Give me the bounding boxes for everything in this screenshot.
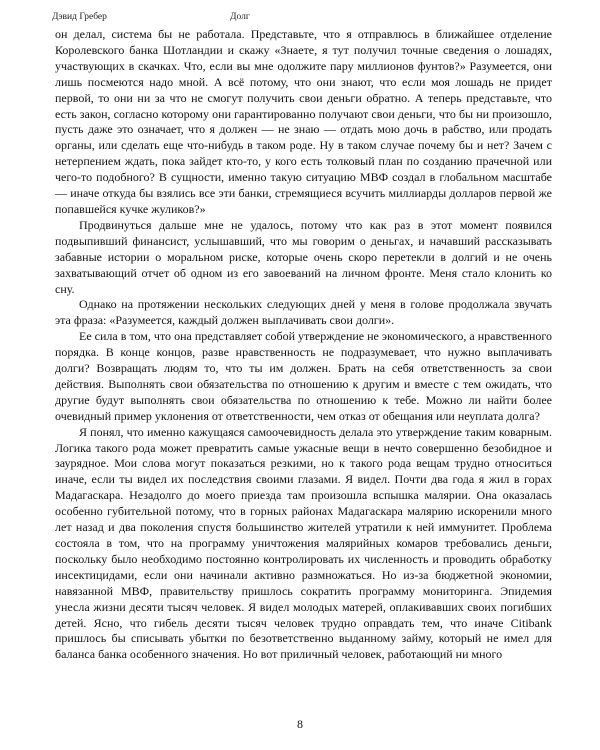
paragraph: он делал, система бы не работала. Представьте, что я отправлюсь в ближайшее отделение Королевского банка Шотландии и скажу «Знаете, я тут получил точные сведения о лошадях, участвующих в скачках. Что, если вы мне одолжите пару миллионов фунтов?» Разумеется, они лишь посмеются надо мной. А всё потому, что они знают, что если моя лошадь не придет первой, то они ни за что не смогут получить свои деньги обратно. А теперь представьте, что есть закон, согласно которому они гарантированно получают свои деньги, что бы ни произошло, пусть даже это означает, что я должен — не знаю — отдать мою дочь в рабство, или продать органы, или сделать еще что-нибудь в таком роде. Ну в таком случае почему бы и нет? Зачем с нетерпением ждать, пока зайдет кто-то, у кого есть толковый план по созданию прачечной или чего-то подобного? В сущности, именно такую ситуацию МВФ создал в глобальном масштабе — иначе откуда бы взялись все эти банки, стремящиеся всучить миллиарды долларов первой же попавшейся кучке жуликов?» — [55, 27, 552, 216]
page-number: 8 — [297, 717, 303, 731]
header-book-title: Долг — [230, 12, 250, 22]
paragraph: Я понял, что именно кажущаяся самоочевидность делала это утверждение таким коварным. Логика такого рода может превратить самые ужасные вещи в нечто совершенно безобидное и заурядное. Мои слова могут показаться резкими, но к такого рода вещам трудно относиться иначе, если ты видел их последствия своими глазами. Я видел. Почти два года я жил в горах Мадагаскара. Незадолго до моего приезда там произошла вспышка малярии. Она оказалась особенно губительной потому, что в горных районах Мадагаскара малярию искоренили много лет назад и два поколения спустя большинство жителей утратили к ней иммунитет. Проблема состояла в том, что на программу уничтожения малярийных комаров требовались деньги, поскольку было необходимо постоянно контролировать их численность и проводить обработку инсектицидами, если они начинали активно размножаться. Но из-за бюджетной экономии, навязанной МВФ, правительству пришлось сократить программу мониторинга. Эпидемия унесла жизни десяти тысяч человек. Я видел молодых матерей, оплакивавших своих погибших детей. Ясно, что гибель десяти тысяч человек трудно оправдать тем, что иначе Citibank пришлось бы списывать убытки по безответственно выданному займу, который не имел для баланса банка особенного значения. Но вот приличный человек, работающий ни много — [55, 424, 552, 662]
paragraph: Однако на протяжении нескольких следующих дней у меня в голове продолжала звучать эта фраза: «Разумеется, каждый должен выплачивать свои долги». — [55, 297, 552, 328]
paragraph: Продвинуться дальше мне не удалось, потому что как раз в этот момент появился подвыпивший финансист, услышавший, что мы говорим о деньгах, и начавший рассказывать забавные истории о моральном риске, которые очень скоро перетекли в долгий и не очень захватывающий отчет об одном из его завоеваний на личном фронте. Меня стало клонить ко сну. — [55, 217, 552, 296]
header-author: Дэвид Гребер — [52, 12, 107, 22]
paragraph: Ее сила в том, что она представляет собой утверждение не экономического, а нравственного порядка. В конце концов, разве нравственность не подразумевает, что нужно выплачивать долги? Возвращать людям то, что ты им должен. Брать на себя ответственность за свои действия. Выполнять свои обязательства по отношению к другим и вместе с тем ожидать, что другие будут выполнять свои обязательства по отношению к тебе. Можно ли найти более очевидный пример уклонения от ответственности, чем отказ от обещания или неуплата долга? — [55, 329, 552, 423]
body-text — [55, 27, 552, 663]
